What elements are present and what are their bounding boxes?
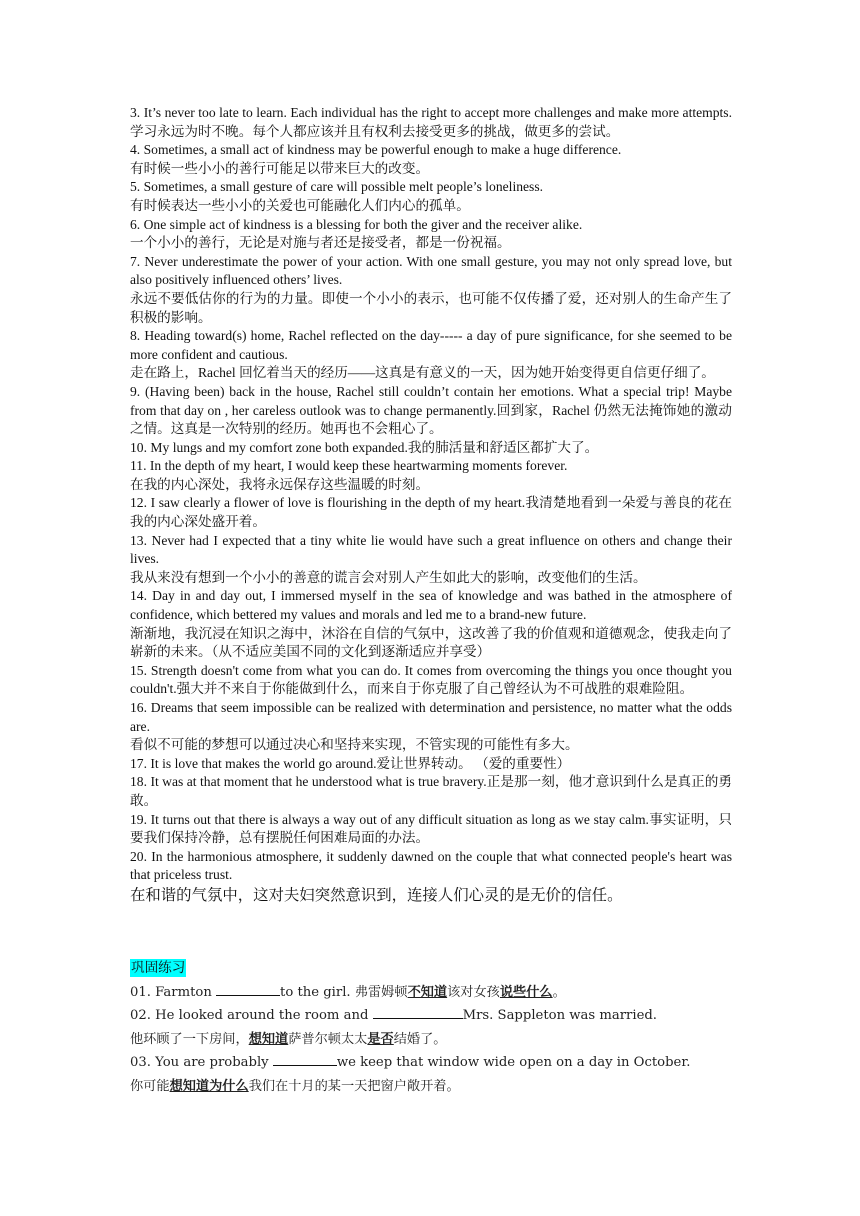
sentence-text: Never had I expected that a tiny white lie would have such a great influence on others and change their lives.: [130, 532, 732, 567]
sentence-translation: 我的肺活量和舒适区都扩大了。: [407, 439, 599, 455]
practice-question-3: 03. You are probably we keep that window wide open on a day in October.: [130, 1055, 691, 1071]
sentence-english: [130, 253, 732, 290]
sentence-translation: 回到家，Rachel 仍然无法掩饰她的激动之情。这真是一次特别的经历。她再也不会粗心了。: [130, 402, 733, 437]
sentence-item: [130, 773, 732, 810]
sentence-item: [130, 755, 732, 774]
sentence-english: [130, 178, 732, 197]
sentence-text: In the harmonious atmosphere, it suddenly dawned on the couple that what connected people's heart was that priceless trust.: [130, 848, 733, 883]
sentence-text: It is love that makes the world go around.: [150, 755, 377, 771]
sentence-number: 13.: [130, 532, 147, 548]
sentence-english: [130, 457, 732, 476]
sentence-item: [130, 587, 732, 661]
sentence-number: 5.: [130, 179, 141, 195]
sentence-translation: 永远不要低估你的行为的力量。即使一个小小的表示，也可能不仅传播了爱，还对别人的生命产生了积极的影响。: [130, 290, 732, 325]
sentence-text: It was at that moment that he understood what is true bravery.: [150, 774, 487, 790]
sentence-text: Strength doesn't come from what you can do. It comes from overcoming the things you once thought you couldn't.: [130, 662, 732, 697]
practice-translation-3: 你可能想知道为什么我们在十月的某一天把窗户敞开着。: [130, 1078, 460, 1094]
sentence-english: [130, 774, 487, 789]
answer-blank-3[interactable]: [273, 1053, 337, 1066]
sentence-item: [130, 253, 732, 327]
sentence-number: 7.: [130, 253, 141, 269]
sentence-translation: 渐渐地，我沉浸在知识之海中，沐浴在自信的气氛中，这改善了我的价值观和道德观念，使我走向了崭新的未来。（从不适应美国不同的文化到逐渐适应并享受）: [130, 625, 732, 660]
answer-blank-2[interactable]: [373, 1006, 463, 1019]
sentence-english: [130, 141, 732, 160]
sentence-number: 6.: [130, 216, 141, 232]
sentence-translation: 有时候表达一些小小的关爱也可能融化人们内心的孤单。: [130, 197, 470, 213]
sentence-translation: 我清楚地看到一朵爱与善良的花在我的内心深处盛开着。: [130, 495, 732, 530]
sentence-text: One simple act of kindness is a blessing for both the giver and the receiver alike.: [143, 216, 583, 232]
sentence-number: 4.: [130, 142, 141, 158]
sentence-translation: 有时候一些小小的善行可能足以带来巨大的改变。: [130, 160, 430, 176]
sentence-english: [130, 105, 732, 120]
sentence-item: [130, 439, 732, 458]
sentence-translation: 在和谐的气氛中，这对夫妇突然意识到，连接人们心灵的是无价的信任。: [130, 886, 623, 904]
document-page: [130, 104, 732, 1098]
sentence-text: Dreams that seem impossible can be realized with determination and persistence, no matter what the odds are.: [130, 700, 732, 734]
sentence-translation: 在我的内心深处，我将永远保存这些温暖的时刻。: [130, 476, 430, 492]
answer-blank-1[interactable]: [216, 983, 280, 996]
sentence-english: [130, 532, 732, 569]
sentence-translation: 我从来没有想到一个小小的善意的谎言会对别人产生如此大的影响，改变他们的生活。: [130, 569, 647, 585]
sentence-number: 17.: [130, 755, 147, 771]
sentence-english: [130, 440, 408, 455]
sentence-text: I saw clearly a flower of love is flourishing in the depth of my heart.: [150, 495, 526, 511]
sentence-translation: 强大并不来自于你能做到什么，而来自于你克服了自己曾经认为不可战胜的艰难险阻。: [176, 681, 694, 697]
sentence-item: [130, 848, 732, 907]
sentence-translation: 看似不可能的梦想可以通过决心和坚持来实现，不管实现的可能性有多大。: [130, 737, 579, 753]
sentence-number: 10.: [130, 439, 147, 455]
sentence-text: My lungs and my comfort zone both expanded.: [150, 439, 408, 455]
sentence-translation: 走在路上，Rachel 回忆着当天的经历——这真是有意义的一天，因为她开始变得更自信更仔细了。: [130, 365, 715, 381]
sentence-text: It’s never too late to learn. Each individual has the right to accept more challenges and make more attempts.: [143, 105, 732, 120]
sentence-item: [130, 178, 732, 215]
sentence-number: 19.: [130, 811, 147, 827]
sentence-number: 15.: [130, 662, 147, 678]
sentence-english: [130, 848, 732, 885]
sentence-item: [130, 383, 732, 439]
practice-question-2: 02. He looked around the room and Mrs. Sappleton was married.: [130, 1008, 658, 1024]
sentence-translation: 爱让世界转动。 （爱的重要性）: [376, 755, 571, 771]
sentence-text: Never underestimate the power of your action. With one small gesture, you may not only spread love, but also positively influenced others’ lives.: [130, 253, 732, 288]
sentence-text: In the depth of my heart, I would keep these heartwarming moments forever.: [149, 458, 568, 474]
sentence-text: Heading toward(s) home, Rachel reflected on the day----- a day of pure significance, for she seemed to be more confident and cautious.: [130, 328, 732, 362]
sentence-english: [130, 495, 525, 510]
sentence-item: [130, 662, 732, 699]
sentence-number: 12.: [130, 495, 147, 511]
sentence-english: [130, 756, 377, 771]
sentence-list: [130, 104, 732, 907]
sentence-text: Sometimes, a small act of kindness may be powerful enough to make a huge difference.: [143, 142, 622, 158]
sentence-number: 3.: [130, 105, 141, 120]
sentence-item: [130, 532, 732, 588]
sentence-number: 9.: [130, 383, 141, 399]
sentence-item: [130, 104, 732, 141]
sentence-item: [130, 216, 732, 253]
sentence-translation: 一个小小的善行，无论是对施与者还是接受者，都是一份祝福。: [130, 235, 511, 251]
sentence-translation: 学习永远为时不晚。每个人都应该并且有权利去接受更多的挑战，做更多的尝试。: [130, 123, 620, 139]
sentence-number: 20.: [130, 848, 147, 864]
sentence-item: [130, 141, 732, 178]
sentence-english: [130, 587, 732, 624]
sentence-item: [130, 494, 732, 531]
practice-translation-2: 他环顾了一下房间，想知道萨普尔顿太太是否结婚了。: [130, 1031, 447, 1047]
practice-title: 巩固练习: [131, 959, 186, 976]
sentence-english: [130, 216, 732, 235]
sentence-item: [130, 699, 732, 755]
sentence-number: 18.: [130, 774, 147, 790]
sentence-text: Day in and day out, I immersed myself in the sea of knowledge and was bathed in the atmosphere of confidence, which bettered my values and morals and led me to a brand-new future.: [130, 588, 732, 623]
sentence-english: [130, 812, 649, 827]
sentence-item: [130, 457, 732, 494]
practice-question-1: 01. Farmton to the girl. 弗雷姆顿不知道该对女孩说些什么。: [130, 984, 566, 1000]
sentence-item: [130, 327, 732, 383]
sentence-number: 11.: [130, 458, 147, 474]
sentence-translation: 正是那一刻，他才意识到什么是真正的勇敢。: [130, 774, 732, 808]
sentence-item: [130, 811, 732, 848]
sentence-number: 8.: [130, 328, 141, 344]
practice-section: [130, 959, 732, 1098]
sentence-english: [130, 699, 732, 736]
sentence-text: Sometimes, a small gesture of care will possible melt people’s loneliness.: [143, 179, 544, 195]
sentence-translation: 事实证明，只要我们保持冷静，总有摆脱任何困难局面的办法。: [130, 811, 733, 846]
sentence-text: It turns out that there is always a way out of any difficult situation as long as we stay calm.: [150, 811, 649, 827]
sentence-text: (Having been) back in the house, Rachel still couldn’t contain her emotions. What a special trip! Maybe from that day on , her careless outlook was to change permanently.: [130, 383, 732, 418]
sentence-number: 16.: [130, 700, 147, 715]
sentence-number: 14.: [130, 588, 147, 604]
sentence-english: [130, 327, 732, 364]
